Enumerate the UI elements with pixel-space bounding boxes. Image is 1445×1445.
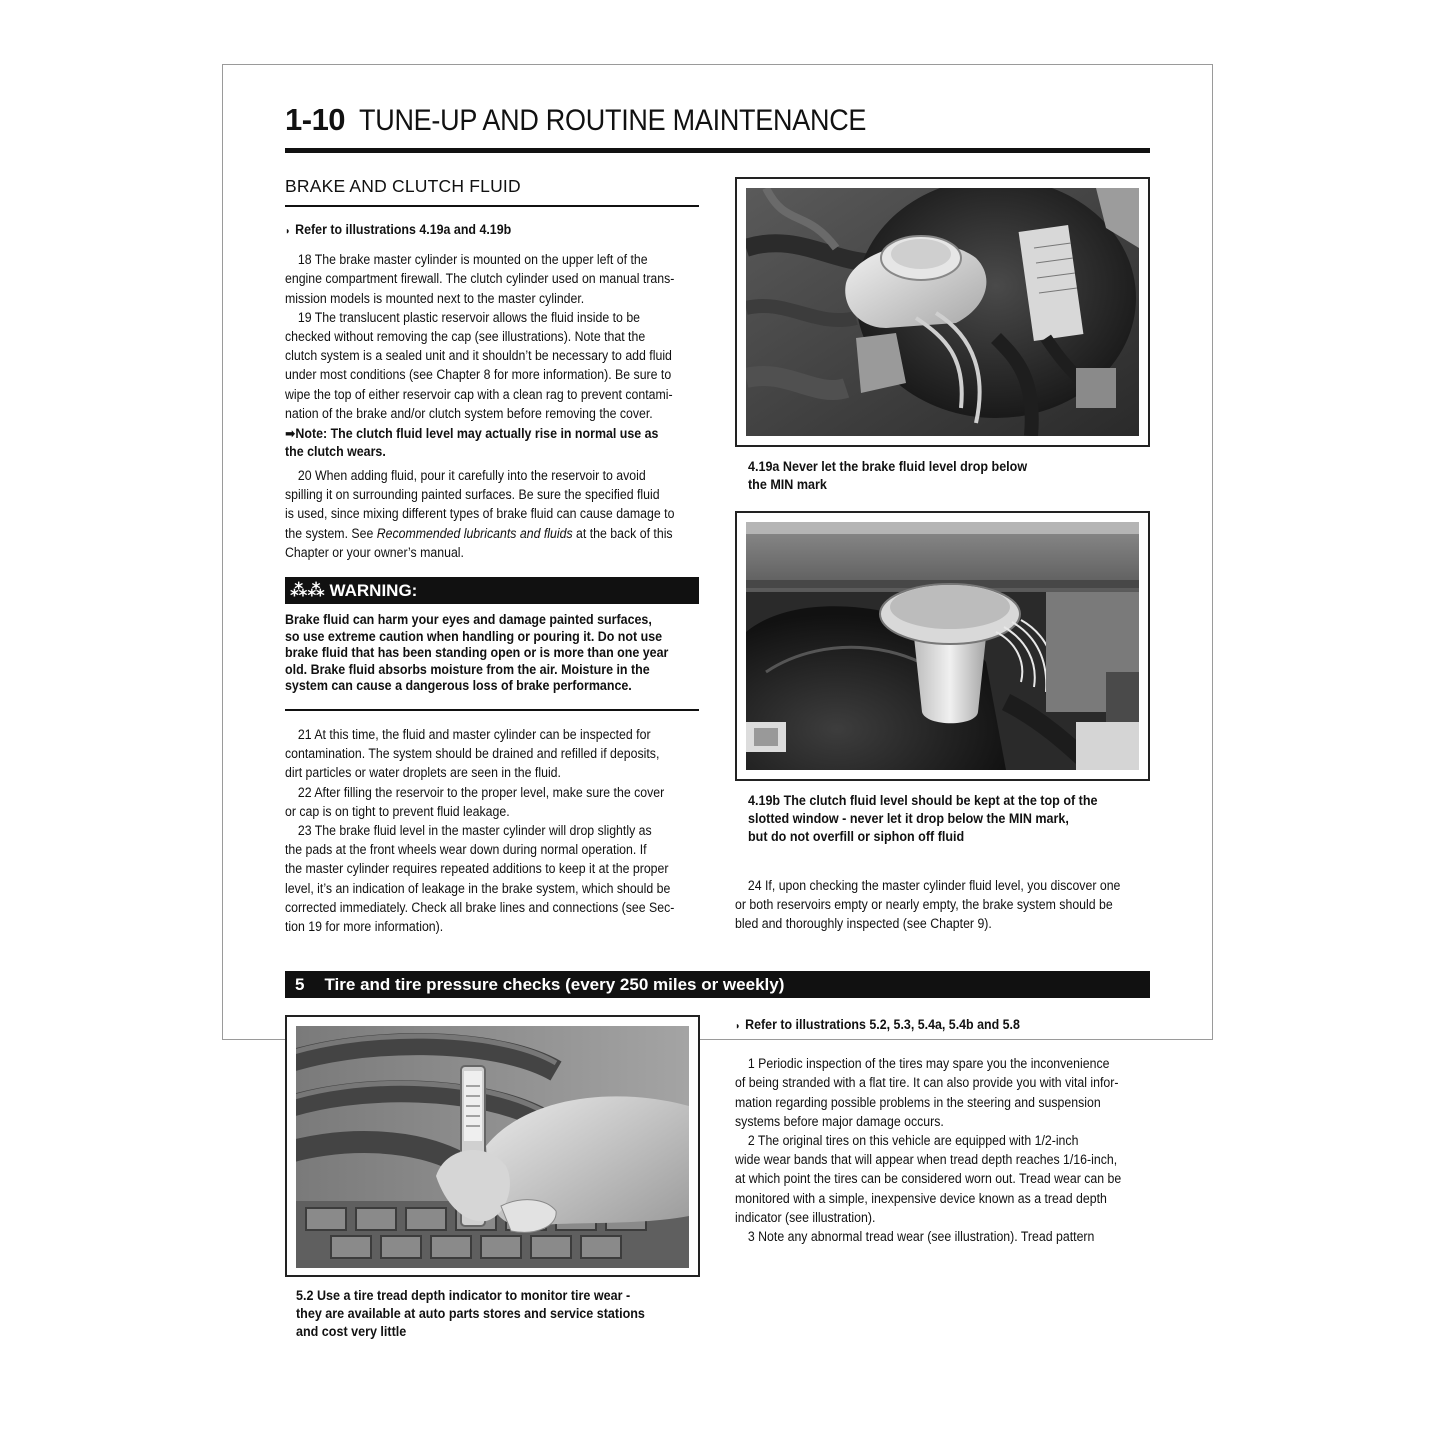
para-23: 23 The brake fluid level in the master cylinder will drop slightly as the pads at the front wheels wear down during normal operation. If the master cylinder requires repeated additions to keep it at the proper level, it’s an indication of leakage in the brake system, which should be corrected immediately. Check all brake lines and connections (see Sec- tion 19 for more information). xyxy=(285,823,675,935)
page-header xyxy=(285,102,1150,150)
section-title: Tire and tire pressure checks (every 250 miles or weekly) xyxy=(324,975,785,994)
photo-419a xyxy=(746,188,1139,436)
refer-illustrations-brake: ◗ Refer to illustrations 4.19a and 4.19b xyxy=(285,222,512,237)
refer-illustrations-tires: ◗ Refer to illustrations 5.2, 5.3, 5.4a, 5.4b and 5.8 xyxy=(735,1017,1020,1032)
brake-text-lower xyxy=(285,725,735,936)
bullet-icon: ◗ xyxy=(735,1021,741,1032)
section-5-bar xyxy=(285,971,1150,998)
caption-52: 5.2 Use a tire tread depth indicator to monitor tire wear - they are available at auto parts stores and service stations and cost very little xyxy=(296,1288,645,1339)
section-heading-brake: BRAKE AND CLUTCH FLUID xyxy=(285,176,521,196)
warning-rule xyxy=(285,709,699,711)
para-2: 2 The original tires on this vehicle are equipped with 1/2-inch wide wear bands that will appear when tread depth reaches 1/16-inch, at which point the tires can be considered worn out. Tread wear can be monitored with a simple, inexpensive device known as a tread depth indicator (see illustration). xyxy=(735,1133,1122,1225)
para-24: 24 If, upon checking the master cylinder fluid level, you discover one or both reservoirs empty or nearly empty, the brake system should be bled and thoroughly inspected (see Chapter 9). xyxy=(735,878,1121,932)
page-number: 1-10 xyxy=(285,102,346,137)
tires-text xyxy=(735,1015,1185,1246)
caption-419a: 4.19a Never let the brake fluid level drop below the MIN mark xyxy=(748,459,1028,492)
para-22: 22 After filling the reservoir to the proper level, make sure the cover or cap is on tight to prevent fluid leakage. xyxy=(285,784,665,819)
photo-52 xyxy=(296,1026,689,1268)
section-rule xyxy=(285,205,699,207)
chapter-title: TUNE-UP AND ROUTINE MAINTENANCE xyxy=(359,104,867,137)
photo-419b xyxy=(746,522,1139,770)
warning-bar: ⁂⁂ WARNING: xyxy=(285,577,699,604)
photo-419b-frame xyxy=(735,511,1150,781)
note-clutch: ➡Note: The clutch fluid level may actually rise in normal use as the clutch wears. xyxy=(285,426,659,460)
para-21: 21 At this time, the fluid and master cylinder can be inspected for contamination. The system should be drained and refilled if deposits, dirt particles or water droplets are seen in the fluid. xyxy=(285,727,660,781)
photo-52-frame xyxy=(285,1015,700,1277)
brake-text-upper xyxy=(285,220,735,562)
caption-419b: 4.19b The clutch fluid level should be kept at the top of the slotted window - never let it drop below the MIN mark, but do not overfill or siphon off fluid xyxy=(748,793,1098,844)
para-1: 1 Periodic inspection of the tires may spare you the inconvenience of being stranded with a flat tire. It can also provide you with vital infor- mation regarding possible problems in the steering and suspension systems before major damage occurs. xyxy=(735,1056,1119,1129)
para-19: 19 The translucent plastic reservoir allows the fluid inside to be checked without removing the cap (see illustrations). Note that the clutch system is a sealed unit and it shouldn’t be necessary to add fluid under most conditions (see Chapter 8 for more information). Be sure to wipe the top of either reservoir cap with a clean rag to prevent contami- nation of the brake and/or clutch system before removing the cover. xyxy=(285,309,673,421)
warning-text: Brake fluid can harm your eyes and damage painted surfaces, so use extreme caution when handling or pouring it. Do not use brake fluid that has been standing open or is more than one year old. Brake fluid absorbs moisture from the air. Moisture in the system can cause a dangerous loss of brake performance. xyxy=(285,612,669,694)
para-18: 18 The brake master cylinder is mounted on the upper left of the engine compartment firewall. The clutch cylinder used on manual trans- mission models is mounted next to the master cylinder. xyxy=(285,252,675,306)
header-rule xyxy=(285,148,1150,153)
para-3: 3 Note any abnormal tread wear (see illustration). Tread pattern xyxy=(747,1229,1095,1245)
photo-419a-frame xyxy=(735,177,1150,447)
bullet-icon: ◗ xyxy=(285,226,291,237)
section-number: 5 xyxy=(295,975,305,994)
para-20: 20 When adding fluid, pour it carefully into the reservoir to avoid spilling it on surrounding painted surfaces. Be sure the specified fluid is used, since mixing different types of brake fluid can cause damage to the system. See Recommended lubricants and fluids at the back of this Chapter or your owner’s manual. xyxy=(285,468,675,560)
